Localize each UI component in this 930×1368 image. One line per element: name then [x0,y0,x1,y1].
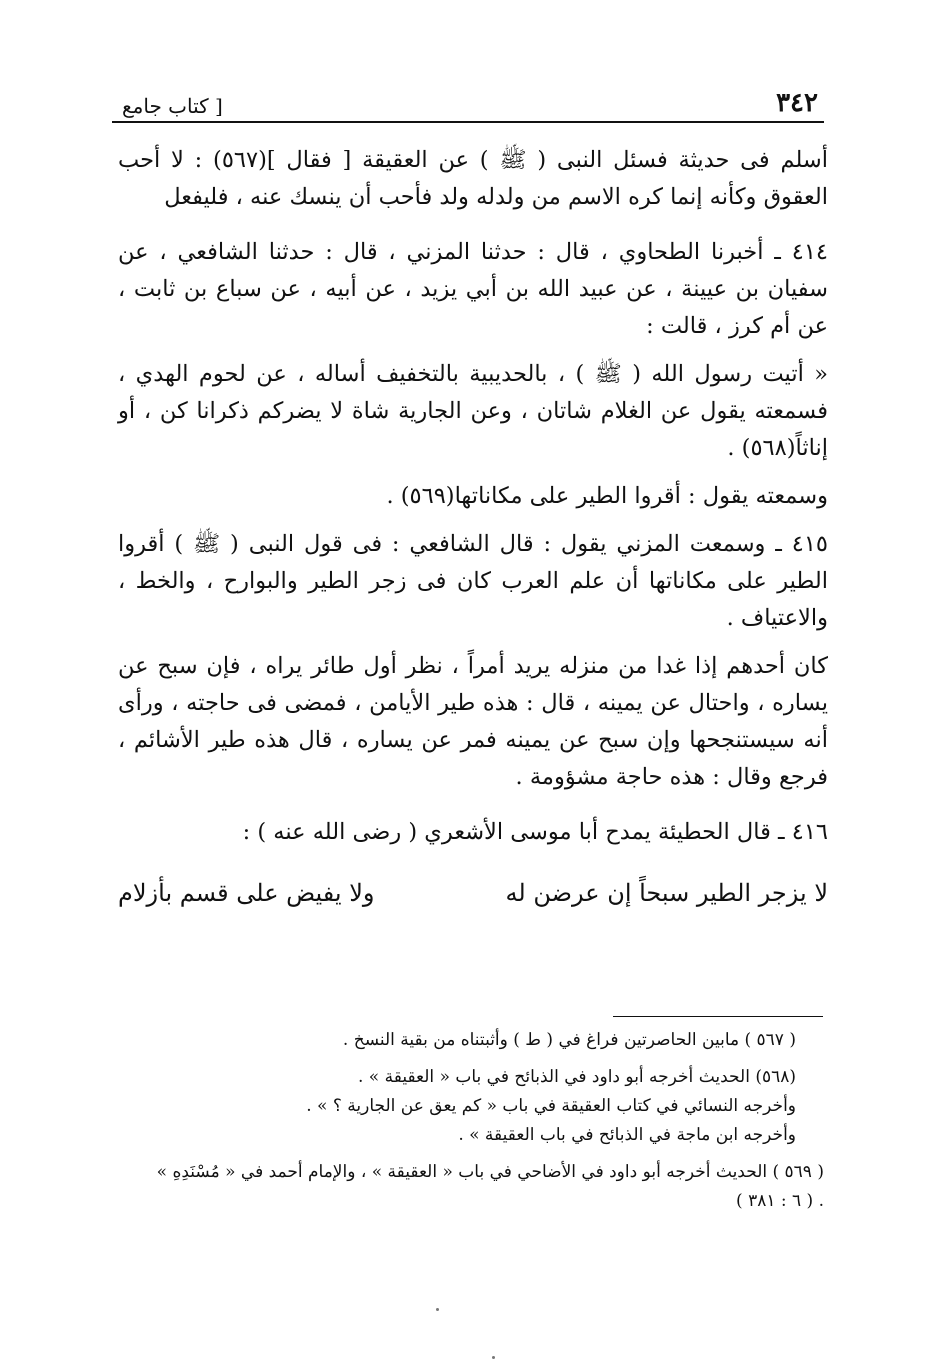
footnote-568-line: وأخرجه النسائي في كتاب العقيقة في باب « كم يعق عن الجارية ؟ » . [306,1096,796,1116]
main-text [118,142,828,912]
poetry-verse [118,875,828,912]
footnote-568 [118,1063,796,1150]
footnote-rule [613,1016,823,1017]
hadith-415-explanation: كان أحدهم إذا غدا من منزله يريد أمراً ، نظر أول طائر يراه ، فإن سبح عن يساره ، واحتال عن يمينه ، قال : هذه طير الأيامن ، فمضى فى حاجته ، ورأى أنه سيستنجحها وإن سبح عن يمينه فمر عن يساره ، قال هذه طير الأشائم ، فرجع وقال : هذه حاجة مشؤومة . [118,653,828,790]
footnotes [118,1026,824,1224]
scan-speck [436,1308,439,1311]
page-number: ٣٤٢ [776,88,818,118]
scan-speck [492,1356,495,1359]
paragraph-continuation: أسلم فى حديثة فسئل النبى ( ﷺ ) عن العقيقة [ فقال ](٥٦٧) : لا أحب العقوق وكأنه إنما كره الاسم من ولدله ولد فأحب أن ينسك عنه ، فليفعل [118,147,828,210]
running-title: [ كتاب جامع [122,94,223,118]
footnote-569-line: ( ٥٦٩ ) الحديث أخرجه أبو داود في الأضاحي في باب « العقيقة » ، والإمام أحمد في « مُسْنَدِهِ » [156,1162,824,1182]
page-header [112,78,824,118]
footnote-567: ( ٥٦٧ ) مابين الحاصرتين فراغ في ( ط ) وأثبتناه من بقية النسخ . [342,1030,796,1050]
hadith-414-saying: وسمعته يقول : أقروا الطير على مكاناتها(٥٦٩) . [386,483,828,509]
footnote-568-line: (٥٦٨) الحديث أخرجه أبو داود في الذبائح في باب « العقيقة » . [358,1067,796,1087]
footnote-568-line: وأخرجه ابن ماجة في الذبائح في باب العقيقة » . [458,1125,796,1145]
verse-first-hemistich: لا يزجر الطير سبحاً إن عرضن له [505,879,828,907]
hadith-416: ٤١٦ ـ قال الحطيئة يمدح أبا موسى الأشعري ( رضى الله عنه ) : [242,819,828,845]
verse-second-hemistich: ولا يفيض على قسم بأزلام [118,879,375,907]
header-rule [112,121,824,123]
footnote-569 [118,1158,824,1216]
hadith-414-quote: « أتيت رسول الله ( ﷺ ) ، بالحديبية بالتخفيف أساله ، عن لحوم الهدي ، فسمعته يقول عن الغلام شاتان ، وعن الجارية شاة لا يضركم ذكرانا كن ، أو إناثاً(٥٦٨) . [118,361,828,461]
hadith-415: ٤١٥ ـ وسمعت المزني يقول : قال الشافعي : فى قول النبى ( ﷺ ) أقروا الطير على مكاناتها أن علم العرب كان فى زجر الطير والبوارح ، والخط ، والاعتياف . [118,531,828,631]
footnote-569-line: . ( ٦ : ٣٨١ ) [736,1191,824,1211]
hadith-414: ٤١٤ ـ أخبرنا الطحاوي ، قال : حدثنا المزني ، قال : حدثنا الشافعي ، عن سفيان بن عيينة ، عن عبيد الله بن أبي يزيد ، عن أبيه ، عن سباع بن ثابت ، عن أم كرز ، قالت : [118,239,828,339]
